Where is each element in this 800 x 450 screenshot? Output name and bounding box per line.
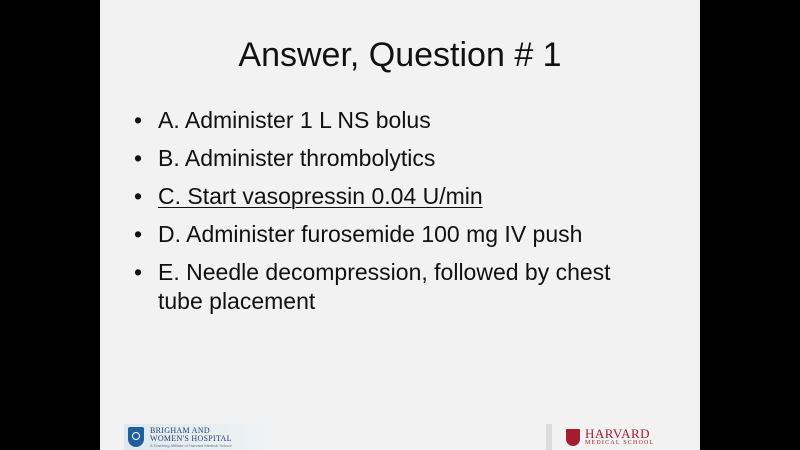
bwh-shield-icon [128, 427, 144, 447]
bullet-icon: • [134, 221, 143, 247]
harvard-logo-text [585, 425, 655, 447]
answer-option-c-correct [132, 182, 628, 211]
answer-option-a [132, 106, 628, 135]
answer-option-text: A. Administer 1 L NS bolus [158, 107, 431, 133]
answer-option-b [132, 144, 628, 173]
bullet-icon: • [134, 107, 143, 133]
brigham-womens-logo [124, 424, 264, 450]
bwh-logo-line1: BRIGHAM AND [150, 425, 210, 435]
answer-option-text: E. Needle decompression, followed by chest tube placement [158, 259, 611, 314]
answer-option-d [132, 220, 628, 249]
answer-option-text: C. Start vasopressin 0.04 U/min [158, 183, 483, 209]
presentation-slide [100, 0, 700, 450]
bullet-icon: • [134, 183, 143, 209]
bullet-icon: • [134, 259, 143, 285]
harvard-logo-main: HARVARD [585, 425, 651, 441]
answer-options-list [132, 106, 628, 325]
bullet-icon: • [134, 145, 143, 171]
bwh-logo-text [150, 427, 232, 448]
answer-option-text: B. Administer thrombolytics [158, 145, 436, 171]
bwh-logo-line2: WOMEN'S HOSPITAL [150, 433, 232, 443]
harvard-medical-logo [546, 424, 682, 450]
answer-option-e [132, 258, 628, 316]
harvard-logo-sub: MEDICAL SCHOOL [585, 439, 655, 446]
bwh-logo-tagline: A Teaching Affiliate of Harvard Medical School [150, 442, 232, 448]
slide-title: Answer, Question # 1 [238, 36, 562, 74]
harvard-shield-icon [566, 429, 580, 446]
answer-option-text: D. Administer furosemide 100 mg IV push [158, 221, 583, 247]
